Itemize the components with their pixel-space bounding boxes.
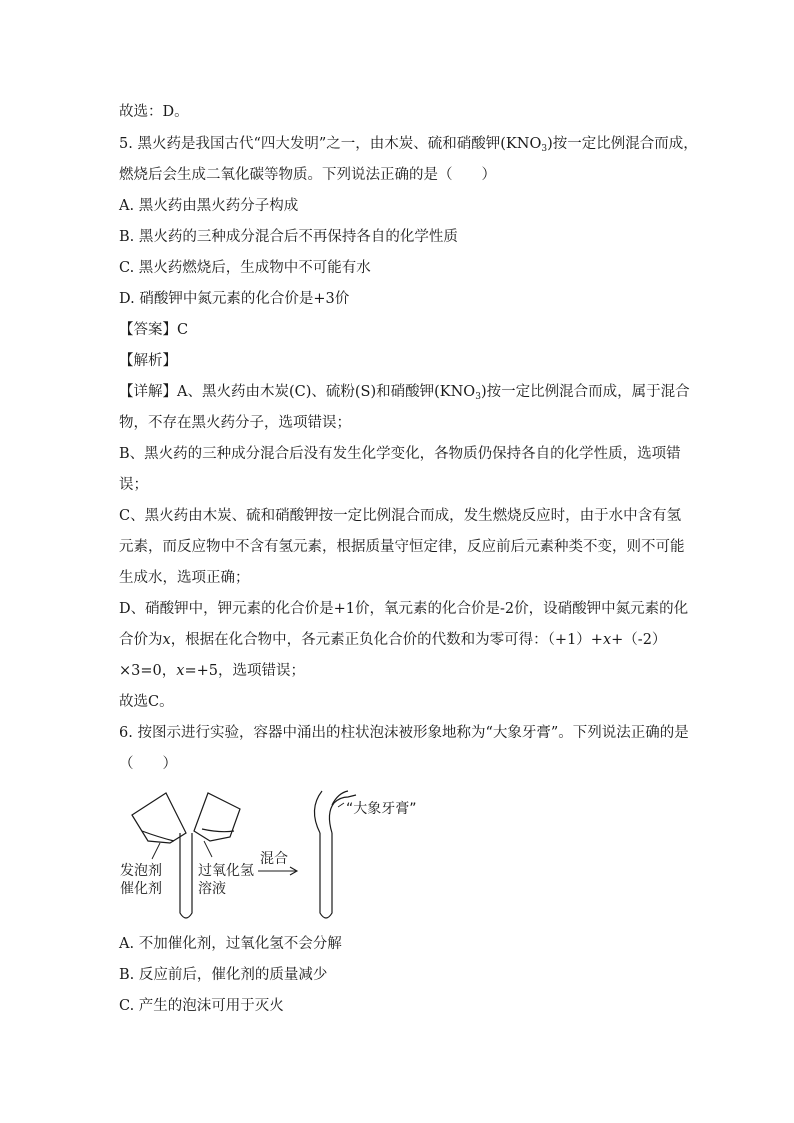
label-foaming-agent: 发泡剂 xyxy=(120,863,162,879)
explanation-line: 物，不存在黑火药分子，选项错误； xyxy=(119,415,351,431)
question-5-option-b: B. 黑火药的三种成分混合后不再保持各自的化学性质 xyxy=(119,229,458,245)
explanation-line: 误； xyxy=(119,477,148,493)
explanation-line: 合价为x，根据在化合物中，各元素正负化合价的代数和为零可得：（+1）+x+（-2） xyxy=(119,632,667,648)
label-pointer-left xyxy=(152,843,160,859)
question-5-option-a: A. 黑火药由黑火药分子构成 xyxy=(119,198,299,214)
question-5-option-c: C. 黑火药燃烧后，生成物中不可能有水 xyxy=(119,260,371,276)
label-hydrogen-peroxide: 过氧化氢 xyxy=(198,863,254,879)
explanation-line: 元素，而反应物中不含有氢元素，根据质量守恒定律，反应前后元素种类不变，则不可能 xyxy=(119,539,685,555)
arrow-right-icon xyxy=(258,867,297,875)
question-5-option-d: D. 硝酸钾中氮元素的化合价是+3价 xyxy=(119,291,350,307)
label-catalyst: 催化剂 xyxy=(120,881,162,897)
question-6-option-a: A. 不加催化剂，过氧化氢不会分解 xyxy=(119,936,342,952)
label-mix: 混合 xyxy=(260,851,288,867)
question-6-stem-line2: （ ） xyxy=(119,756,177,772)
question-5-stem-line1: 5. 黑火药是我国古代“四大发明”之一，由木炭、硫和硝酸钾$(KNO_3)$按一定比例混合而成， xyxy=(119,136,698,154)
explanation-line: C、黑火药由木炭、硫和硝酸钾按一定比例混合而成，发生燃烧反应时，由于水中含有氢 xyxy=(119,508,682,524)
explanation-line: 【详解】A、黑火药由木炭(C)、硫粉(S)和硝酸钾$(KNO_3)$按一定比例混合而成，属于混合 xyxy=(119,384,690,402)
explanation-line: B、黑火药的三种成分混合后没有发生化学变化，各物质仍保持各自的化学性质，选项错 xyxy=(119,446,681,462)
answer-line-q5: 故选C。 xyxy=(119,694,174,710)
left-beaker-icon xyxy=(132,793,186,843)
explanation-line: D、硝酸钾中，钾元素的化合价是+1价，氧元素的化合价是-2价，设硝酸钾中氮元素的化 xyxy=(119,601,689,617)
question-6-option-b: B. 反应前后，催化剂的质量减少 xyxy=(119,967,328,983)
question-6-option-c: C. 产生的泡沫可用于灭火 xyxy=(119,998,284,1014)
question-5-stem-line2: 燃烧后会生成二氧化碳等物质。下列说法正确的是（ ） xyxy=(119,167,496,183)
answer-heading: 【答案】C xyxy=(119,322,189,338)
label-solution: 溶液 xyxy=(198,881,226,897)
question-6-stem-line1: 6. 按图示进行实验，容器中涌出的柱状泡沫被形象地称为“大象牙膏”。下列说法正确的是 xyxy=(119,725,689,741)
label-pointer-right xyxy=(204,841,212,857)
answer-line-q4: 故选：D。 xyxy=(119,104,189,120)
receiving-tube-icon xyxy=(180,833,192,918)
explanation-line: 生成水，选项正确； xyxy=(119,570,250,586)
experiment-figure xyxy=(112,785,442,925)
explanation-line: ×3=0，x=+5，选项错误； xyxy=(119,663,305,679)
label-elephant-toothpaste: “大象牙膏” xyxy=(346,801,417,817)
right-beaker-icon xyxy=(194,793,240,841)
analysis-heading: 【解析】 xyxy=(119,353,177,369)
